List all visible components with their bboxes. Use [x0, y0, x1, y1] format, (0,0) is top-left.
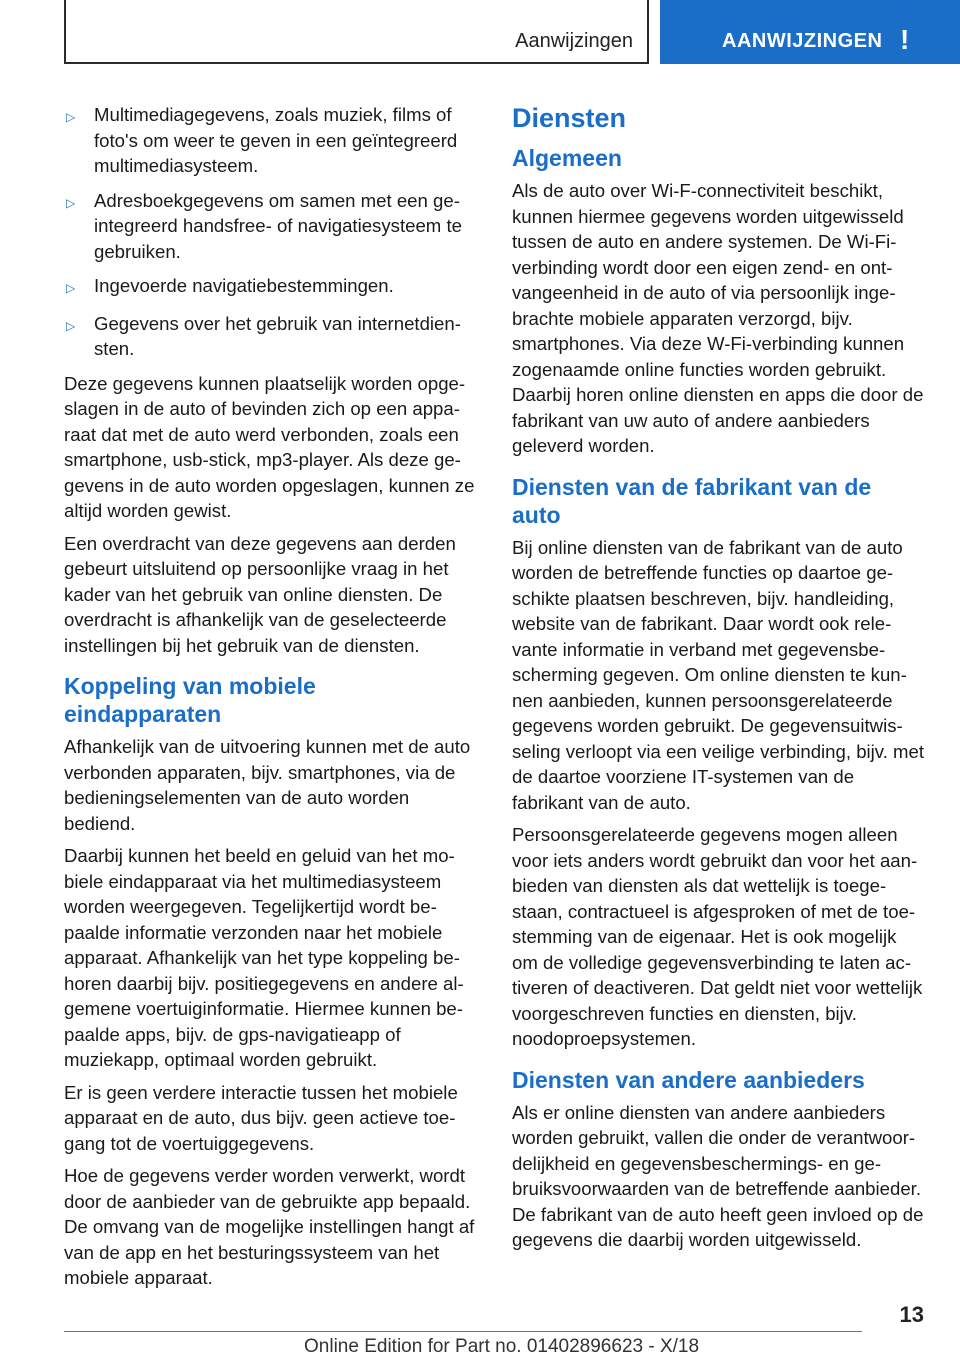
- paragraph-wifi: Als de auto over Wi-F-connectiviteit beschikt, kunnen hiermee gegevens worden uitgewisseld tussen de auto en andere systemen. De Wi-Fi-verbinding wordt door een eigen zend- en ontvangeenheid in de auto of via persoonlijk ingebrachte mobiele apparaten verzorgd, bijv. smartphones. Via deze W-Fi-verbinding kunnen zogenaamde online functies worden gebruikt. Daarbij horen online diensten en apps die door de fabrikant van uw auto of andere aanbieders geleverd worden.: [512, 180, 924, 456]
- list-item: [64, 102, 478, 179]
- paragraph-third-party-transfer: Een overdracht van deze gegevens aan derden gebeurt uitsluitend op persoonlijke vraag in het kader van het gebruik van online diensten. De overdracht is afhankelijk van de geselecteerde instellingen bij het gebruik van de diensten.: [64, 532, 456, 656]
- paragraph-connected-devices: Afhankelijk van de uitvoering kunnen met de auto verbonden apparaten, bijv. smartphones, via de bedieningselementen van de auto worden bediend.: [64, 736, 471, 834]
- triangle-bullet-icon: ▷: [66, 110, 76, 124]
- paragraph-app-processing: Hoe de gegevens verder worden verwerkt, wordt door de aanbieder van de gebruikte app bepaald. De omvang van de mogelijke instellingen hangt af van de app en het besturingssysteem van het mobiele apparaat.: [64, 1165, 475, 1288]
- triangle-bullet-icon: ▷: [66, 318, 76, 333]
- paragraph-local-storage: Deze gegevens kunnen plaatselijk worden opgeslagen in de auto of bevinden zich op een apparaat dat met de auto werd verbonden, zoals een smartphone, usb-stick, mp3-player. Als deze gegevens in de auto worden opgeslagen, kunnen ze altijd worden gewist.: [64, 372, 475, 521]
- footer-edition: Online Edition for Part no. 01402896623 - X/18: [304, 1336, 700, 1357]
- right-column: [512, 102, 926, 1260]
- list-item: [64, 273, 478, 302]
- exclamation-icon: !: [900, 24, 910, 55]
- list-item-text: Ingevoerde navigatiebestemmingen.: [94, 275, 394, 296]
- chapter-tab: [660, 0, 960, 64]
- page-number: 13: [899, 1302, 924, 1327]
- paragraph-no-interaction: Er is geen verdere interactie tussen het mobiele apparaat en de auto, dus bijv. geen actieve toegang tot de voertuiggegevens.: [64, 1081, 458, 1154]
- heading-mobile-devices: Koppeling van mobiele eindapparaten: [64, 673, 316, 727]
- left-column: [64, 102, 478, 1298]
- triangle-bullet-icon: ▷: [66, 281, 76, 295]
- list-item-text: Multimediagegevens, zoals muziek, films of foto's om weer te geven in een geïntegreerd multimediasysteem.: [94, 104, 458, 176]
- data-type-list: [64, 102, 478, 362]
- list-item-text: Adresboekgegevens om samen met een geintegreerd handsfree- of navigatiesysteem te gebruiken.: [94, 189, 462, 262]
- triangle-bullet-icon: ▷: [66, 195, 76, 210]
- list-item: [64, 311, 478, 362]
- heading-other-providers: Diensten van andere aanbieders: [512, 1066, 865, 1093]
- chapter-title: AANWIJZINGEN: [722, 30, 883, 52]
- section-title: Aanwijzingen: [515, 30, 633, 52]
- heading-manufacturer-services: Diensten van de fabrikant van de auto: [512, 473, 872, 528]
- header-section-box: [64, 0, 649, 64]
- heading-services: Diensten: [512, 103, 627, 133]
- paragraph-personal-data: Persoonsgerelateerde gegevens mogen alleen voor iets anders wordt gebruikt dan voor het aanbieden van diensten als dat wettelijk is toegestaan, contractueel is afgesproken of met de toestemming van de eigenaar. Het is ook mogelijk om de volledige gegevensverbinding te laten activeren of deactiveren. Dat geldt niet voor wettelijk voorgeschreven functies en diensten, bijv. noodoproepsystemen.: [512, 824, 923, 1049]
- paragraph-manufacturer-functions: Bij online diensten van de fabrikant van de auto worden de betreffende functies op daartoe geschikte plaatsen beschreven, bijv. handleiding, website van de fabrikant. Daar wordt ook relevante informatie in verband met gegevensbescherming gegeven. Om online diensten te kunnen aanbieden, kunnen persoonsgerelateerde gegevens worden gebruikt. De gegevensuitwisseling verloopt via een veilige verbinding, bijv. met de daartoe voorziene IT-systemen van de fabrikant van de auto.: [512, 536, 925, 813]
- paragraph-image-sound: Daarbij kunnen het beeld en geluid van het mobiele eindapparaat via het multimediasysteem worden weergegeven. Tegelijkertijd wordt bepaalde informatie verzonden naar het mobiele apparaat. Afhankelijk van het type koppeling behoren daarbij bijv. positiegegevens en andere algemene voertuiginformatie. Hiermee kunnen bepaalde apps, bijv. de gps-navigatieapp of muziekapp, optimaal worden gebruikt.: [64, 845, 464, 1070]
- paragraph-other-providers: Als er online diensten van andere aanbieders worden gebruikt, vallen die onder de verantwoordelijkheid en gegevensbeschermings- en gebruiksvoorwaarden van de betreffende aanbieder. De fabrikant van de auto heeft geen invloed op de gegevens die daarbij worden uitgewisseld.: [512, 1101, 924, 1250]
- footer-divider: [64, 1331, 862, 1332]
- list-item: [64, 188, 478, 265]
- list-item-text: Gegevens over het gebruik van internetdiensten.: [94, 312, 461, 359]
- heading-general: Algemeen: [512, 145, 622, 171]
